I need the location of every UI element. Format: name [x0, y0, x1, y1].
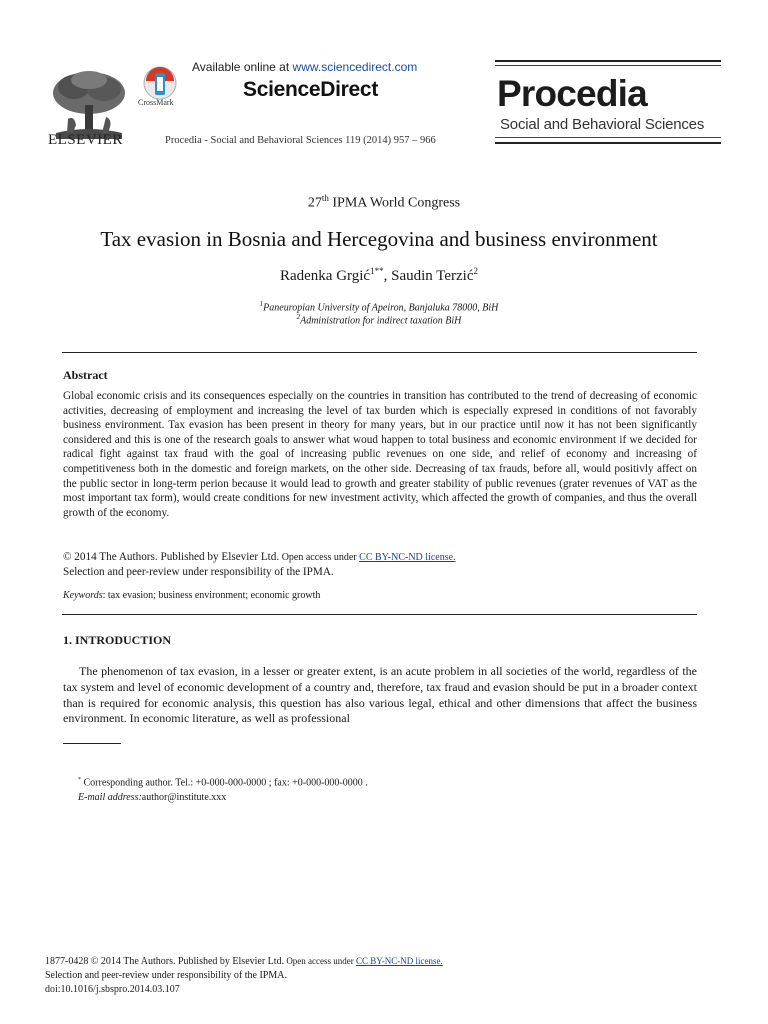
available-online-line	[192, 60, 417, 74]
footer-license-link[interactable]: CC BY-NC-ND license.	[356, 956, 443, 966]
procedia-rule	[495, 65, 721, 66]
author-2: , Saudin Terzić	[383, 268, 474, 284]
procedia-rule	[495, 142, 721, 144]
footnote-email	[78, 792, 226, 803]
footer-selection: Selection and peer-review under responsibility of the IPMA.	[45, 970, 287, 981]
footnote-corresponding	[78, 777, 368, 788]
email-address: author@institute.xxx	[141, 792, 227, 803]
affiliation-1-text: Paneuropian University of Apeiron, Banjaluka 78000, BiH	[263, 302, 499, 314]
author-1-marker: 1**	[370, 266, 384, 276]
keywords-label: Keywords	[63, 590, 103, 601]
introduction-heading: 1. INTRODUCTION	[63, 633, 172, 647]
keywords-line	[63, 590, 320, 601]
affiliation-2	[0, 313, 758, 326]
sciencedirect-logo: ScienceDirect	[243, 78, 379, 101]
copyright-line: © 2014 The Authors. Published by Elsevier Ltd.	[63, 551, 280, 563]
keywords-text: : tax evasion; business environment; economic growth	[102, 590, 321, 601]
congress-line	[0, 193, 768, 212]
procedia-logo: Procedia	[497, 73, 647, 114]
license-link[interactable]: CC BY-NC-ND license.	[359, 552, 456, 563]
affiliation-2-text: Administration for indirect taxation BiH	[300, 315, 462, 327]
doi[interactable]: doi:10.1016/j.sbspro.2014.03.107	[45, 984, 180, 995]
footnote-rule	[63, 743, 121, 744]
congress-suffix: th	[321, 193, 329, 203]
open-access-label: Open access under	[279, 552, 360, 563]
introduction-text: The phenomenon of tax evasion, in a lesser or greater extent, is an acute problem in all societies of the world, regardless of the tax system and level of economic development of a country and, therefore, tax fraud and evasion should be put in a broader context than is required for economic analysis, this question has also various legal, ethical and other dimensions that affect the business environment. In economic literature, as well as professional	[63, 664, 697, 726]
footnote-mark: *	[78, 777, 81, 783]
abstract-heading: Abstract	[63, 368, 108, 382]
procedia-rule	[495, 60, 721, 62]
paper-title: Tax evasion in Bosnia and Hercegovina and business environment	[100, 227, 658, 251]
copyright-block	[63, 550, 456, 579]
authors-line	[0, 266, 758, 285]
abstract-text: Global economic crisis and its consequences especially on the countries in transition has contributed to the trend of decreasing of economic activities, decreasing of employment and increasing the level of tax burden which is especially expresed in conditions of not favorably business environment. Tax evasion has been present in theory for many years, but in our practice until now it has not been significantly considered and this is one of the research goals to answer what woud happen to total business and economic environment if we decided for radical fight against tax fraud with the goal of increasing public revenues on one side, and relief of economy and increasing of competitiveness both in the domestic and foreign markets, on the other side. Decreasing of tax frauds, before all, would positivly affect on the public sector in long-term perion because it would lead to growth and greater stability of public revenues (grater revenues of VAT as the most important tax form), would create conditions for new investment activity, which affected the growth of companies, and thus the overall growth of the economy.	[63, 390, 697, 519]
section-divider	[62, 614, 697, 615]
affiliation-1	[0, 300, 758, 313]
author-1: Radenka Grgić	[279, 268, 371, 284]
elsevier-wordmark: ELSEVIER	[48, 132, 123, 148]
issn-copyright: 1877-0428 © 2014 The Authors. Published by Elsevier Ltd.	[45, 956, 285, 967]
procedia-rule	[495, 137, 721, 138]
peer-review-line: Selection and peer-review under responsibility of the IPMA.	[63, 566, 334, 578]
footer-open-access: Open access under	[284, 956, 357, 966]
corresponding-author-text: Corresponding author. Tel.: +0-000-000-0000 ; fax: +0-000-000-0000 .	[81, 777, 368, 789]
section-divider	[62, 352, 697, 353]
crossmark-label: CrossMark	[138, 98, 174, 107]
procedia-subtitle: Social and Behavioral Sciences	[500, 116, 705, 133]
congress-number: 27	[307, 195, 322, 211]
affiliation-1-marker: 1	[259, 300, 264, 308]
page-footer	[45, 954, 443, 997]
email-label: E-mail address:	[78, 792, 142, 803]
affiliation-2-marker: 2	[296, 313, 301, 321]
available-online-prefix: Available online at	[192, 60, 290, 74]
author-2-marker: 2	[473, 266, 479, 276]
congress-name: IPMA World Congress	[328, 195, 461, 211]
sciencedirect-url-link[interactable]: www.sciencedirect.com	[292, 60, 418, 74]
journal-citation: Procedia - Social and Behavioral Sciences 119 (2014) 957 – 966	[165, 135, 436, 146]
